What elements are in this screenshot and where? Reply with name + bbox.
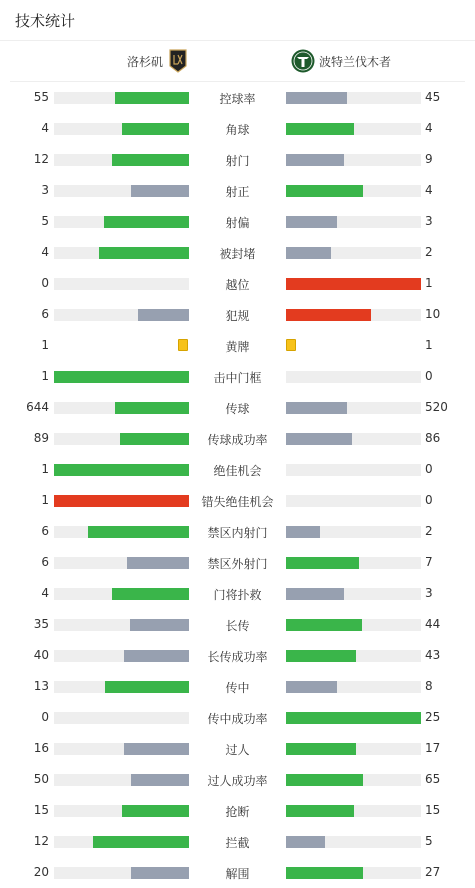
home-value: 1 bbox=[41, 338, 49, 352]
stat-row bbox=[0, 516, 475, 547]
home-value: 55 bbox=[33, 90, 49, 104]
home-bar-track bbox=[54, 92, 189, 104]
home-value: 4 bbox=[41, 586, 49, 600]
away-team[interactable] bbox=[291, 49, 391, 73]
away-bar-track bbox=[286, 619, 421, 631]
stat-row bbox=[0, 206, 475, 237]
stat-row bbox=[0, 671, 475, 702]
home-value: 89 bbox=[33, 431, 49, 445]
home-bar-track bbox=[54, 185, 189, 197]
away-bar-fill bbox=[286, 247, 331, 259]
away-value: 43 bbox=[425, 648, 441, 662]
stat-label: 解围 bbox=[225, 867, 250, 881]
away-bar-track bbox=[286, 557, 421, 569]
stat-label: 禁区外射门 bbox=[207, 557, 268, 571]
stat-label: 拦截 bbox=[225, 836, 250, 850]
away-bar-track bbox=[286, 774, 421, 786]
teams-header bbox=[10, 41, 465, 82]
away-bar-fill bbox=[286, 526, 320, 538]
home-value: 50 bbox=[33, 772, 49, 786]
stat-label: 越位 bbox=[225, 278, 250, 292]
home-bar-track bbox=[54, 681, 189, 693]
stat-label: 射正 bbox=[225, 185, 250, 199]
stat-row bbox=[0, 82, 475, 113]
stat-row bbox=[0, 237, 475, 268]
stat-row bbox=[0, 330, 475, 361]
home-value: 4 bbox=[41, 121, 49, 135]
away-bar-track bbox=[286, 650, 421, 662]
away-bar-track bbox=[286, 402, 421, 414]
home-bar-track bbox=[54, 309, 189, 321]
stat-label: 错失绝佳机会 bbox=[201, 495, 274, 509]
home-bar-fill bbox=[104, 216, 189, 228]
home-bar-fill bbox=[88, 526, 189, 538]
away-bar-track bbox=[286, 92, 421, 104]
home-bar-track bbox=[54, 588, 189, 600]
stat-label: 长传 bbox=[225, 619, 250, 633]
stat-label: 角球 bbox=[225, 123, 250, 137]
stat-row bbox=[0, 392, 475, 423]
stat-row bbox=[0, 764, 475, 795]
home-team-name: 洛杉矶 bbox=[126, 54, 163, 69]
home-bar-track bbox=[54, 216, 189, 228]
away-bar-fill bbox=[286, 309, 371, 321]
away-value: 0 bbox=[425, 462, 433, 476]
away-bar-fill bbox=[286, 433, 352, 445]
away-bar-track bbox=[286, 371, 421, 383]
lafc-crest-icon bbox=[169, 49, 187, 73]
home-bar-fill bbox=[54, 495, 189, 507]
stat-label: 禁区内射门 bbox=[207, 526, 268, 540]
away-value: 0 bbox=[425, 493, 433, 507]
away-bar-fill bbox=[286, 123, 354, 135]
away-value: 5 bbox=[425, 834, 433, 848]
home-value: 0 bbox=[41, 710, 49, 724]
home-bar-fill bbox=[54, 464, 189, 476]
away-bar-track bbox=[286, 309, 421, 321]
home-value: 1 bbox=[41, 369, 49, 383]
away-bar-track bbox=[286, 588, 421, 600]
away-bar-fill bbox=[286, 805, 354, 817]
away-bar-track bbox=[286, 526, 421, 538]
stat-row bbox=[0, 640, 475, 671]
home-bar-track bbox=[54, 712, 189, 724]
stat-label: 击中门框 bbox=[213, 371, 262, 385]
home-bar-fill bbox=[138, 309, 189, 321]
home-value: 0 bbox=[41, 276, 49, 290]
away-value: 65 bbox=[425, 772, 441, 786]
stat-label: 传中 bbox=[225, 681, 250, 695]
section-title: 技术统计 bbox=[15, 11, 76, 30]
stat-label: 传中成功率 bbox=[207, 712, 268, 726]
home-value: 20 bbox=[33, 865, 49, 879]
home-bar-track bbox=[54, 371, 189, 383]
away-bar-track bbox=[286, 712, 421, 724]
away-value: 2 bbox=[425, 524, 433, 538]
home-value: 644 bbox=[26, 400, 49, 414]
home-team[interactable] bbox=[127, 49, 187, 73]
stat-row bbox=[0, 578, 475, 609]
away-value: 17 bbox=[425, 741, 441, 755]
home-bar-fill bbox=[131, 185, 189, 197]
away-yellow-card-icon bbox=[286, 339, 296, 351]
away-value: 7 bbox=[425, 555, 433, 569]
away-value: 86 bbox=[425, 431, 441, 445]
away-bar-track bbox=[286, 278, 421, 290]
away-value: 1 bbox=[425, 276, 433, 290]
home-bar-track bbox=[54, 278, 189, 290]
home-value: 12 bbox=[33, 834, 49, 848]
home-bar-fill bbox=[112, 154, 189, 166]
away-value: 15 bbox=[425, 803, 441, 817]
home-bar-track bbox=[54, 495, 189, 507]
home-bar-track bbox=[54, 433, 189, 445]
home-yellow-card-icon bbox=[178, 339, 188, 351]
away-bar-fill bbox=[286, 216, 337, 228]
stat-row bbox=[0, 144, 475, 175]
home-bar-track bbox=[54, 464, 189, 476]
stat-row bbox=[0, 454, 475, 485]
away-value: 3 bbox=[425, 586, 433, 600]
stat-row bbox=[0, 795, 475, 826]
home-bar-track bbox=[54, 867, 189, 879]
home-bar-fill bbox=[54, 371, 189, 383]
away-bar-fill bbox=[286, 650, 356, 662]
stat-label: 长传成功率 bbox=[207, 650, 268, 664]
home-value: 6 bbox=[41, 524, 49, 538]
away-value: 0 bbox=[425, 369, 433, 383]
away-bar-fill bbox=[286, 774, 363, 786]
home-bar-fill bbox=[130, 619, 189, 631]
home-bar-track bbox=[54, 805, 189, 817]
away-bar-track bbox=[286, 495, 421, 507]
home-value: 6 bbox=[41, 307, 49, 321]
home-value: 15 bbox=[33, 803, 49, 817]
home-value: 5 bbox=[41, 214, 49, 228]
stat-row bbox=[0, 547, 475, 578]
stat-label: 射门 bbox=[225, 154, 250, 168]
away-bar-track bbox=[286, 743, 421, 755]
away-value: 4 bbox=[425, 183, 433, 197]
home-bar-track bbox=[54, 557, 189, 569]
away-value: 2 bbox=[425, 245, 433, 259]
stat-label: 过人 bbox=[225, 743, 250, 757]
home-value: 3 bbox=[41, 183, 49, 197]
stat-label: 传球成功率 bbox=[207, 433, 268, 447]
home-bar-track bbox=[54, 836, 189, 848]
away-bar-track bbox=[286, 154, 421, 166]
away-bar-fill bbox=[286, 619, 362, 631]
away-bar-track bbox=[286, 836, 421, 848]
home-bar-track bbox=[54, 774, 189, 786]
stats-list bbox=[0, 82, 475, 888]
away-bar-fill bbox=[286, 681, 337, 693]
away-bar-fill bbox=[286, 402, 347, 414]
away-bar-fill bbox=[286, 712, 421, 724]
home-bar-fill bbox=[112, 588, 189, 600]
stat-label: 犯规 bbox=[225, 309, 250, 323]
home-value: 1 bbox=[41, 493, 49, 507]
home-bar-fill bbox=[120, 433, 189, 445]
away-value: 9 bbox=[425, 152, 433, 166]
home-bar-track bbox=[54, 123, 189, 135]
home-bar-track bbox=[54, 526, 189, 538]
home-bar-fill bbox=[124, 743, 189, 755]
home-value: 13 bbox=[33, 679, 49, 693]
away-bar-fill bbox=[286, 743, 356, 755]
stat-row bbox=[0, 423, 475, 454]
home-bar-fill bbox=[122, 123, 190, 135]
away-team-name: 波特兰伐木者 bbox=[319, 54, 392, 69]
stat-row bbox=[0, 361, 475, 392]
away-value: 3 bbox=[425, 214, 433, 228]
stat-label: 黄牌 bbox=[225, 340, 250, 354]
stat-row bbox=[0, 485, 475, 516]
home-bar-track bbox=[54, 743, 189, 755]
stat-row bbox=[0, 733, 475, 764]
stat-row bbox=[0, 609, 475, 640]
home-bar-fill bbox=[124, 650, 189, 662]
home-bar-track bbox=[54, 247, 189, 259]
home-bar-fill bbox=[115, 92, 189, 104]
away-value: 10 bbox=[425, 307, 441, 321]
away-bar-track bbox=[286, 185, 421, 197]
away-bar-track bbox=[286, 867, 421, 879]
stat-label: 射偏 bbox=[225, 216, 250, 230]
stat-row bbox=[0, 826, 475, 857]
away-value: 4 bbox=[425, 121, 433, 135]
home-bar-fill bbox=[122, 805, 190, 817]
away-bar-fill bbox=[286, 836, 325, 848]
away-bar-fill bbox=[286, 588, 344, 600]
home-bar-fill bbox=[105, 681, 189, 693]
stat-row bbox=[0, 857, 475, 888]
home-value: 4 bbox=[41, 245, 49, 259]
away-bar-track bbox=[286, 433, 421, 445]
away-value: 25 bbox=[425, 710, 441, 724]
home-bar-track bbox=[54, 619, 189, 631]
away-bar-fill bbox=[286, 867, 363, 879]
home-value: 35 bbox=[33, 617, 49, 631]
stat-label: 绝佳机会 bbox=[213, 464, 262, 478]
away-bar-track bbox=[286, 216, 421, 228]
section-header bbox=[0, 0, 475, 41]
timbers-crest-icon bbox=[291, 49, 315, 73]
home-bar-fill bbox=[131, 867, 189, 879]
away-bar-fill bbox=[286, 154, 344, 166]
home-bar-fill bbox=[131, 774, 189, 786]
away-bar-fill bbox=[286, 92, 347, 104]
home-bar-fill bbox=[127, 557, 189, 569]
stat-row bbox=[0, 175, 475, 206]
stat-label: 抢断 bbox=[225, 805, 250, 819]
away-bar-fill bbox=[286, 185, 363, 197]
home-bar-track bbox=[54, 650, 189, 662]
home-bar-fill bbox=[99, 247, 189, 259]
away-bar-track bbox=[286, 681, 421, 693]
home-bar-fill bbox=[115, 402, 189, 414]
home-value: 6 bbox=[41, 555, 49, 569]
away-bar-track bbox=[286, 805, 421, 817]
home-value: 40 bbox=[33, 648, 49, 662]
stat-row bbox=[0, 702, 475, 733]
home-value: 16 bbox=[33, 741, 49, 755]
away-bar-track bbox=[286, 247, 421, 259]
away-value: 520 bbox=[425, 400, 448, 414]
home-bar-track bbox=[54, 402, 189, 414]
away-bar-fill bbox=[286, 557, 359, 569]
away-bar-track bbox=[286, 464, 421, 476]
away-value: 1 bbox=[425, 338, 433, 352]
stat-row bbox=[0, 299, 475, 330]
away-value: 27 bbox=[425, 865, 441, 879]
stat-row bbox=[0, 268, 475, 299]
home-bar-fill bbox=[93, 836, 189, 848]
stat-row bbox=[0, 113, 475, 144]
home-value: 12 bbox=[33, 152, 49, 166]
stat-label: 被封堵 bbox=[219, 247, 256, 261]
away-bar-track bbox=[286, 123, 421, 135]
home-bar-track bbox=[54, 154, 189, 166]
away-value: 45 bbox=[425, 90, 441, 104]
away-bar-fill bbox=[286, 278, 421, 290]
stat-label: 传球 bbox=[225, 402, 250, 416]
stat-label: 门将扑救 bbox=[213, 588, 262, 602]
stat-label: 过人成功率 bbox=[207, 774, 268, 788]
away-value: 44 bbox=[425, 617, 441, 631]
stat-label: 控球率 bbox=[219, 92, 256, 106]
away-value: 8 bbox=[425, 679, 433, 693]
home-value: 1 bbox=[41, 462, 49, 476]
